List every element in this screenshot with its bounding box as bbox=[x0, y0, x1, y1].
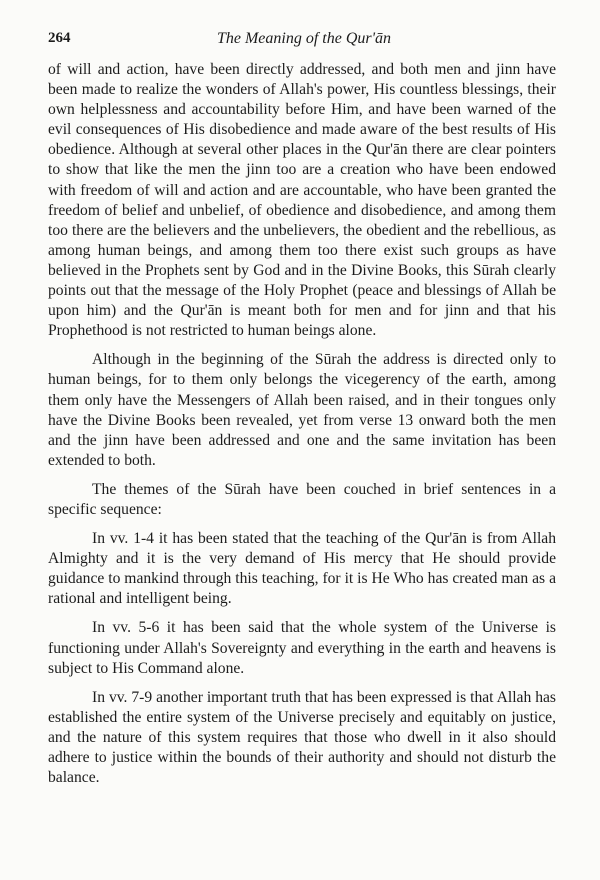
paragraph-1: of will and action, have been directly addressed, and both men and jinn have been made to realize the wonders of Allah's power, His countless blessings, their own helplessness and accountability before Him, and have been warned of the evil consequences of His disobedience and made aware of the best results of His obedience. Although at several other places in the Qur'ān there are clear pointers to show that like the men the jinn too are a creation who have been endowed with freedom of will and action and are accountable, who have been granted the freedom of belief and unbelief, of obedience and disobedience, and among them too there are the believers and the unbelievers, the obedient and the rebellious, as among human beings, and among them too there exist such groups as have believed in the Prophets sent by God and in the Divine Books, this Sūrah clearly points out that the message of the Holy Prophet (peace and blessings of Allah be upon him) and the Qur'ān is meant both for men and for jinn and that his Prophethood is not restricted to human beings alone. bbox=[48, 61, 556, 340]
paragraph-3: The themes of the Sūrah have been couched in brief sentences in a specific sequence: bbox=[48, 480, 556, 518]
body-text bbox=[48, 60, 556, 788]
page-header bbox=[48, 30, 560, 52]
paragraph-2: Although in the beginning of the Sūrah the address is directed only to human beings, for to them only belongs the vicegerency of the earth, among them only have the Messengers of Allah been raised, and in their tongues only have the Divine Books been revealed, yet from verse 13 onward both the men and the jinn have been addressed and one and the same invitation has been extended to both. bbox=[48, 351, 556, 469]
paragraph-6: In vv. 7-9 another important truth that has been expressed is that Allah has established the entire system of the Universe precisely and equitably on justice, and the nature of this system requires that those who dwell in it also should adhere to justice within the bounds of their authority and should not disturb the balance. bbox=[48, 688, 556, 787]
running-title: The Meaning of the Qur'ān bbox=[216, 30, 392, 47]
paragraph-5: In vv. 5-6 it has been said that the whole system of the Universe is functioning under Allah's Sovereignty and everything in the earth and heavens is subject to His Command alone. bbox=[48, 619, 556, 677]
paragraph-4: In vv. 1-4 it has been stated that the teaching of the Qur'ān is from Allah Almighty and it is the very demand of His mercy that He should provide guidance to mankind through this teaching, for it is He Who has created man as a rational and intelligent being. bbox=[48, 530, 556, 608]
page-number: 264 bbox=[48, 30, 71, 46]
